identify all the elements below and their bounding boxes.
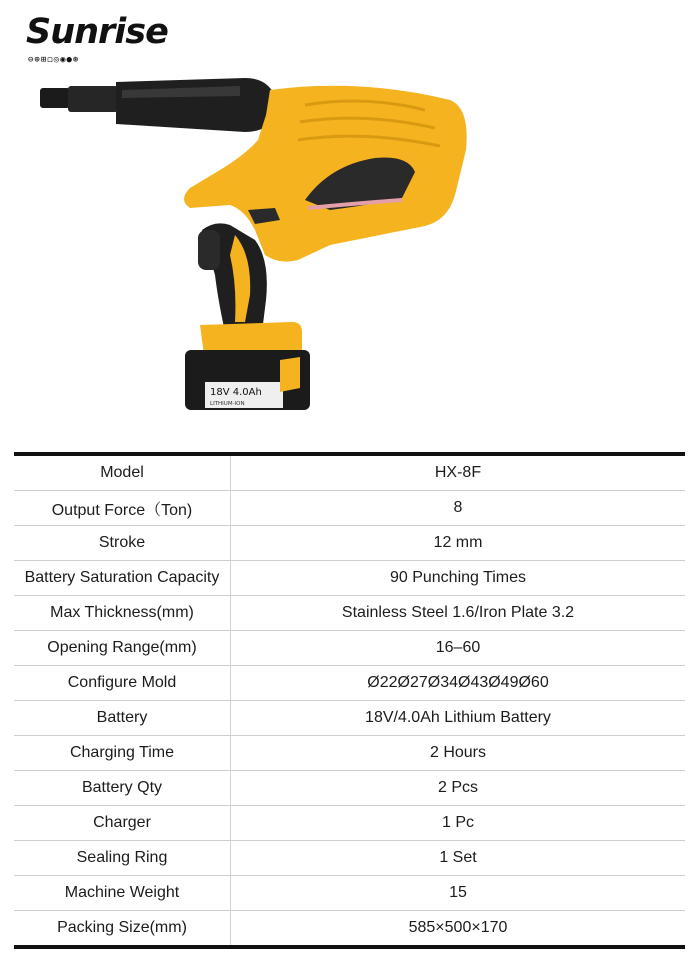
table-row [14,911,685,948]
spec-table [14,452,685,949]
brand-symbols: ⊖⊕⊞◻◎◉●⊛ [28,55,80,65]
spec-value-charging-time: 2 Hours [231,736,686,771]
table-row [14,596,685,631]
brand-name: Sunrise [26,12,168,52]
spec-value-configure-mold: Ø22Ø27Ø34Ø43Ø49Ø60 [231,666,686,701]
table-row [14,666,685,701]
spec-label-battery-capacity: Battery Saturation Capacity [14,561,231,596]
table-row [14,701,685,736]
spec-label-output-force: Output Force（Ton) [14,491,231,526]
spec-value-packing-size: 585×500×170 [231,911,686,948]
table-row [14,561,685,596]
spec-value-charger: 1 Pc [231,806,686,841]
spec-label-max-thickness: Max Thickness(mm) [14,596,231,631]
table-row [14,876,685,911]
table-row [14,454,685,491]
table-row [14,771,685,806]
spec-value-battery: 18V/4.0Ah Lithium Battery [231,701,686,736]
spec-value-stroke: 12 mm [231,526,686,561]
product-image [30,60,490,445]
spec-value-sealing-ring: 1 Set [231,841,686,876]
battery-label-text: 18V 4.0Ah [210,387,262,398]
table-row [14,631,685,666]
spec-label-charger: Charger [14,806,231,841]
spec-value-model: HX-8F [434,464,482,481]
spec-label-packing-size: Packing Size(mm) [14,911,231,948]
table-row [14,526,685,561]
tool-trigger [198,230,220,270]
tool-die [68,86,118,112]
spec-label-model: Model [14,454,231,491]
spec-label-battery-qty: Battery Qty [14,771,231,806]
spec-value-max-thickness: Stainless Steel 1.6/Iron Plate 3.2 [231,596,686,631]
spec-value-opening-range: 16–60 [231,631,686,666]
spec-value-battery-qty: 2 Pcs [231,771,686,806]
spec-value-output-force: 8 [231,491,686,526]
tool-barrel [116,78,276,132]
table-row [14,806,685,841]
tool-tip [40,88,70,108]
battery-label-sub: LITHIUM-ION [210,401,245,407]
spec-label-charging-time: Charging Time [14,736,231,771]
spec-label-opening-range: Opening Range(mm) [14,631,231,666]
spec-label-sealing-ring: Sealing Ring [14,841,231,876]
spec-value-machine-weight: 15 [231,876,686,911]
spec-label-stroke: Stroke [14,526,231,561]
spec-label-machine-weight: Machine Weight [14,876,231,911]
table-row [14,491,685,526]
spec-label-battery: Battery [14,701,231,736]
table-row [14,736,685,771]
spec-label-configure-mold: Configure Mold [14,666,231,701]
table-row [14,841,685,876]
spec-value-battery-capacity: 90 Punching Times [231,561,686,596]
